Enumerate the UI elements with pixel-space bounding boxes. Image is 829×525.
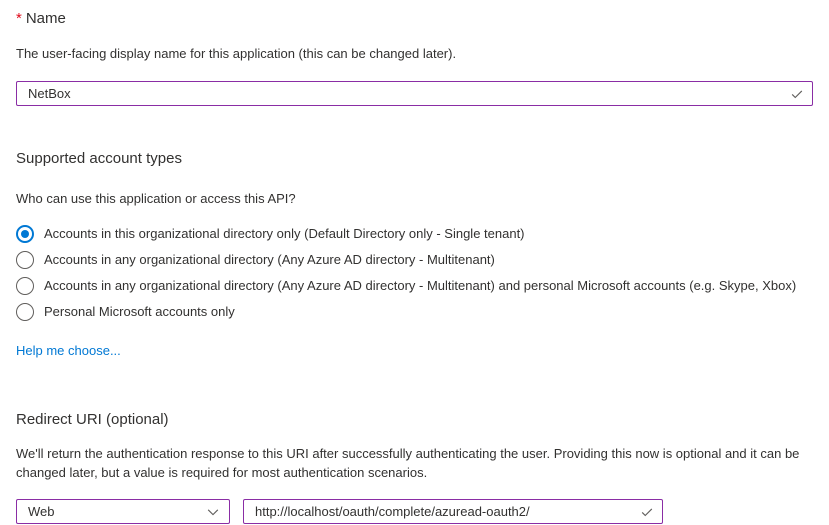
radio-option-personal-only[interactable] (16, 299, 813, 325)
required-asterisk: * (16, 10, 22, 27)
radio-option-multitenant[interactable] (16, 247, 813, 273)
radio-option-multitenant-personal[interactable] (16, 273, 813, 299)
redirect-uri-description: We'll return the authentication response to this URI after successfully authenticating the user. Providing this now is optional and it can be changed later, but a value is required for most authentication scenarios. (16, 446, 800, 480)
name-section-title (16, 9, 813, 29)
radio-option-label: Accounts in any organizational directory (Any Azure AD directory - Multitenant) and personal Microsoft accounts (e.g. Skype, Xbox) (44, 278, 797, 293)
redirect-uri-input[interactable] (243, 499, 663, 524)
redirect-uri-input-container (243, 499, 663, 524)
radio-unselected-icon (16, 277, 34, 295)
redirect-uri-row (16, 499, 813, 524)
platform-select[interactable] (16, 499, 230, 524)
platform-select-value: Web (28, 504, 55, 519)
help-me-choose-link[interactable]: Help me choose... (16, 343, 121, 358)
radio-option-label: Accounts in this organizational directory only (Default Directory only - Single tenant) (44, 226, 525, 241)
radio-unselected-icon (16, 251, 34, 269)
account-types-question: Who can use this application or access this API? (16, 191, 296, 206)
account-type-radio-group (16, 221, 813, 325)
name-input[interactable] (16, 81, 813, 106)
name-description: The user-facing display name for this application (this can be changed later). (16, 46, 457, 61)
chevron-down-icon (206, 505, 220, 519)
name-input-container (16, 81, 813, 106)
radio-selected-icon (16, 225, 34, 243)
radio-unselected-icon (16, 303, 34, 321)
radio-option-label: Accounts in any organizational directory (Any Azure AD directory - Multitenant) (44, 252, 495, 267)
name-label: Name (25, 10, 66, 27)
redirect-uri-title: Redirect URI (optional) (16, 411, 169, 428)
app-registration-form (0, 9, 829, 524)
account-types-title: Supported account types (16, 150, 182, 167)
radio-option-label: Personal Microsoft accounts only (44, 304, 235, 319)
radio-option-single-tenant[interactable] (16, 221, 813, 247)
